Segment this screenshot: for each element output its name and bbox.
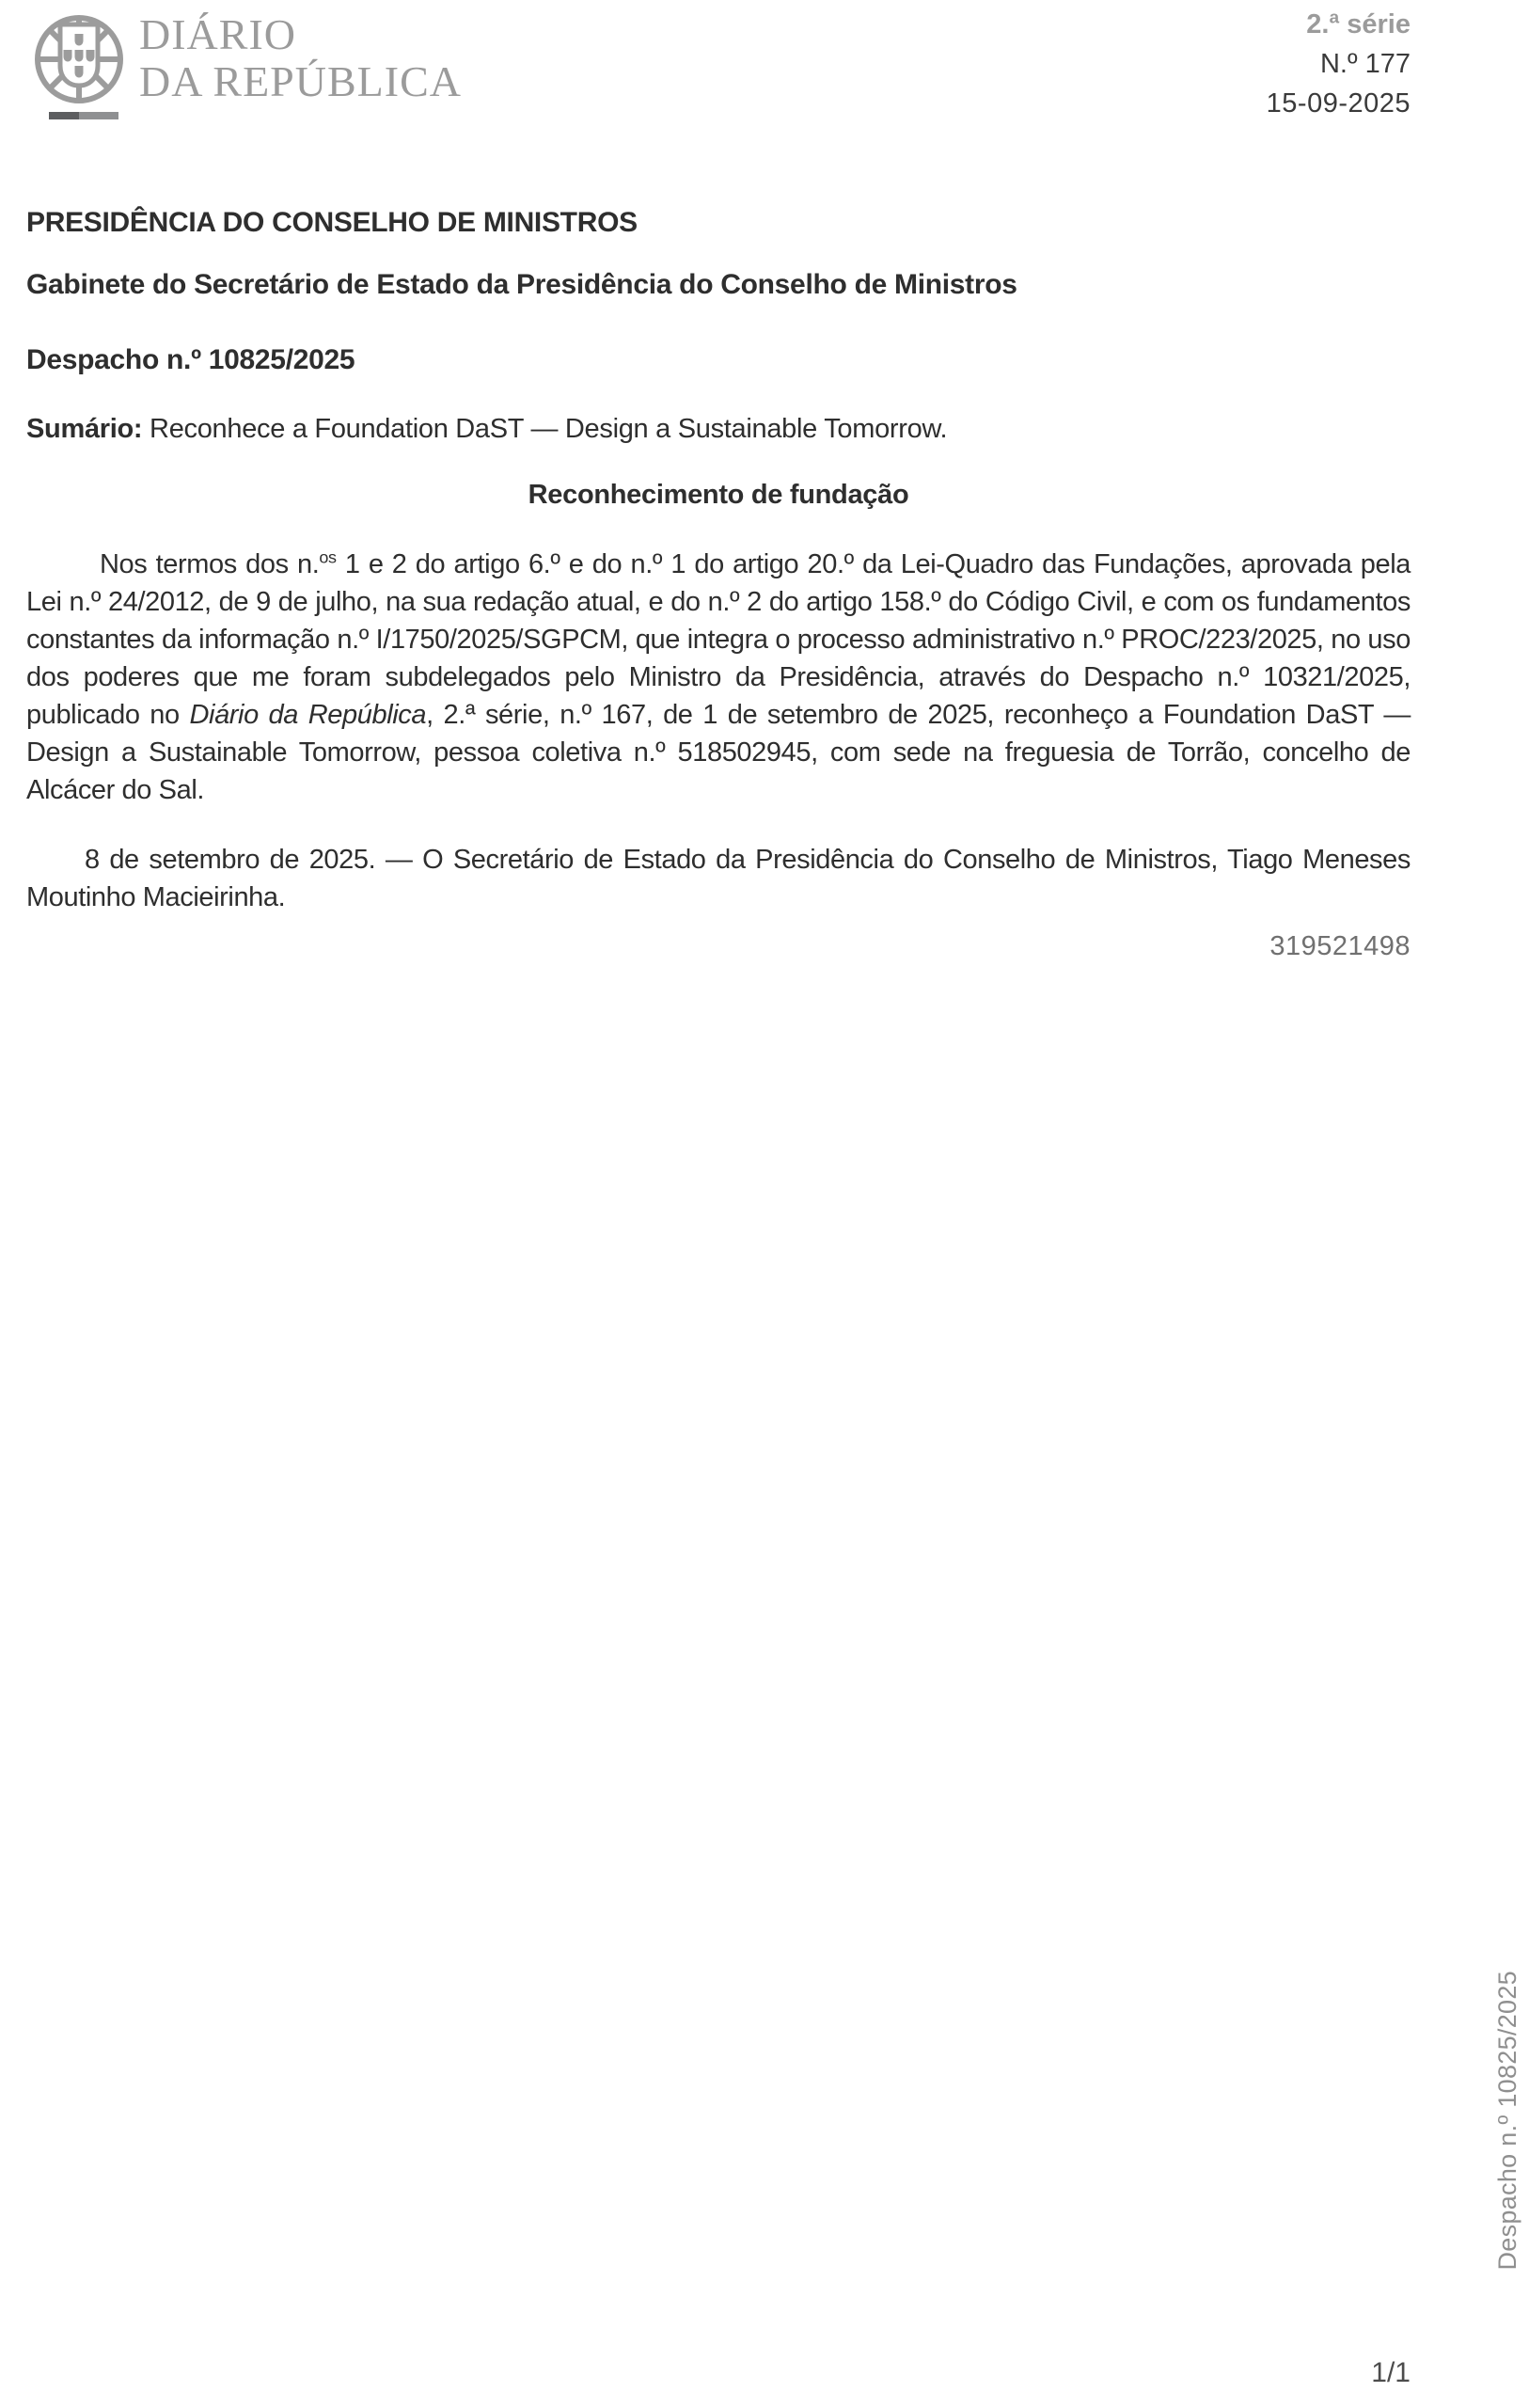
wordmark-line1: DIÁRIO — [139, 10, 296, 58]
emblem-underline-bar — [49, 112, 118, 119]
dispatch-title: Despacho n.º 10825/2025 — [26, 344, 355, 375]
page-indicator: 1/1 — [1371, 2357, 1411, 2388]
wordmark-line2: DA REPÚBLICA — [139, 57, 462, 105]
summary-line: Sumário: Reconhece a Foundation DaST — Design a Sustainable Tomorrow. — [26, 414, 948, 444]
series-label: 2.ª série — [1306, 9, 1411, 40]
vertical-dispatch-label: Despacho n.º 10825/2025 — [1493, 1971, 1521, 2271]
body-paragraph: Nos termos dos n.$^{os}$ 1 e 2 do artigo 6.º e do n.º 1 do artigo 20.º da Lei-Quadro das Fundações, aprovada pela Lei n.º 24/2012, de 9 de julho, na sua redação atual, e do n.º 2 do artigo 158.º do Código Civil, e com os fundamentos constantes da informação n.º I/1750/2025/SGPCM, que integra o processo administrativo n.º PROC/223/2025, no uso dos poderes que me foram subdelegados pelo Ministro da Presidência, através do Despacho n.º 10321/2025, publicado no Diário da República, 2.ª série, n.º 167, de 1 de setembro de 2025, reconheço a Foundation DaST — Design a Sustainable Tomorrow, pessoa coletiva n.º 518502945, com sede na freguesia de Torrão, concelho de Alcácer do Sal. — [26, 547, 1411, 805]
issue-date: 15-09-2025 — [1266, 88, 1411, 119]
department-heading: Gabinete do Secretário de Estado da Presidência do Conselho de Ministros — [26, 269, 1017, 300]
issue-number: N.º 177 — [1319, 49, 1411, 79]
signature-paragraph: 8 de setembro de 2025. — O Secretário de Estado da Presidência do Conselho de Ministros, Tiago Meneses Moutinho Macieirinha. — [26, 845, 1411, 912]
diario-da-republica-emblem-icon — [23, 6, 135, 122]
reference-number: 319521498 — [1269, 931, 1411, 961]
masthead-meta — [1267, 11, 1411, 118]
organization-heading: PRESIDÊNCIA DO CONSELHO DE MINISTROS — [26, 207, 638, 238]
section-heading: Reconhecimento de fundação — [528, 480, 909, 510]
gazette-wordmark — [139, 11, 462, 105]
